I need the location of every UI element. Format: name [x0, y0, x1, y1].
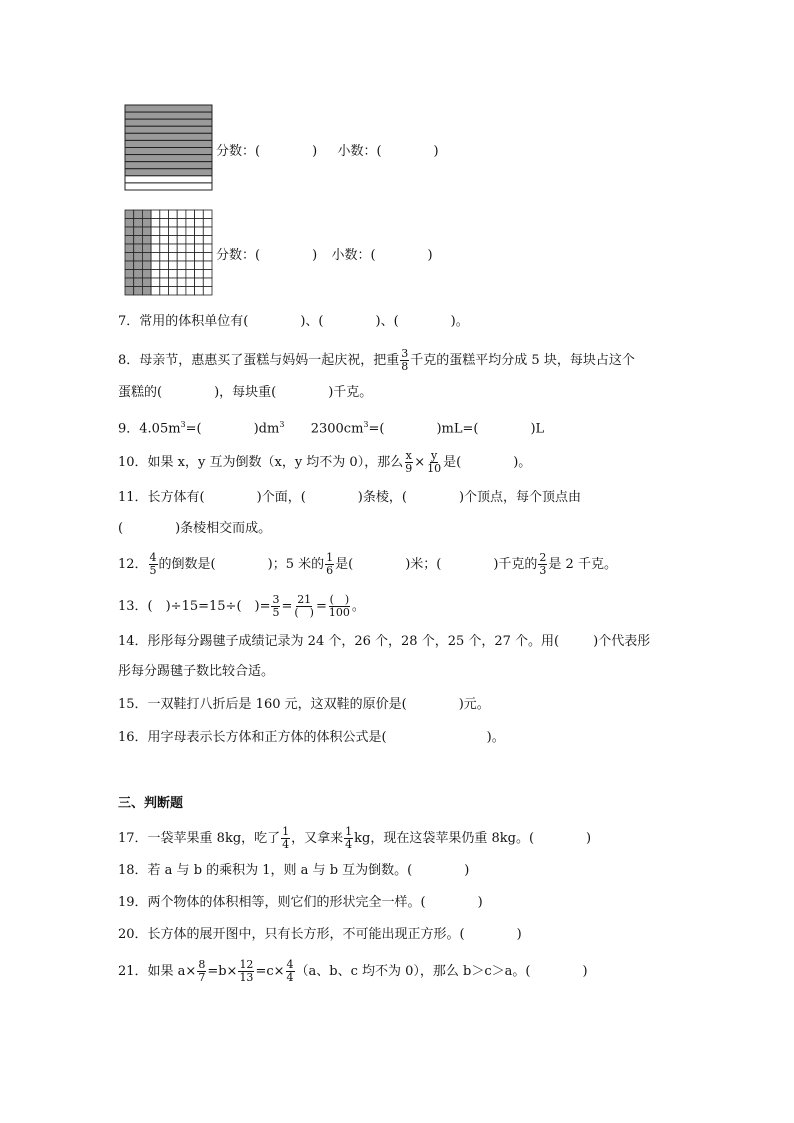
empty-cell: [151, 261, 160, 270]
empty-cell: [160, 236, 169, 245]
empty-cell: [195, 244, 204, 253]
shaded-cell: [142, 270, 151, 279]
figure2-answer: 分数：( ) 小数：( ): [216, 248, 433, 263]
empty-cell: [186, 236, 195, 245]
shaded-cell: [125, 287, 134, 296]
empty-cell: [160, 210, 169, 219]
empty-cell: [160, 287, 169, 296]
shaded-stripe: [125, 112, 212, 119]
shaded-cell: [134, 236, 143, 245]
empty-cell: [160, 278, 169, 287]
shaded-stripe: [125, 162, 212, 169]
grid-figure: [124, 209, 213, 296]
shaded-cell: [125, 253, 134, 262]
empty-cell: [177, 253, 186, 262]
shaded-cell: [142, 253, 151, 262]
empty-stripe: [125, 183, 212, 190]
empty-cell: [169, 219, 178, 228]
shaded-stripe: [125, 119, 212, 126]
shaded-cell: [125, 227, 134, 236]
shaded-stripe: [125, 155, 212, 162]
empty-cell: [169, 287, 178, 296]
question-10: 10．如果 x，y 互为倒数（x，y 均不为 0），那么 $\frac{x}{9}$ × $\frac{y}{10}$ 是( )。: [118, 449, 532, 475]
empty-cell: [203, 278, 212, 287]
empty-cell: [169, 210, 178, 219]
empty-cell: [195, 278, 204, 287]
empty-cell: [186, 244, 195, 253]
empty-cell: [160, 270, 169, 279]
question-12: 12． $\frac{4}{5}$ 的倒数是( )；5 米的 $\frac{1}{6}$ 是( )米；( )千克的 $\frac{2}{3}$ 是 2 千克。: [118, 551, 617, 577]
empty-cell: [203, 261, 212, 270]
question-9: 9．$4.05m^3=$( )$dm^3$ $2300cm^3=$( )mL=( )L: [118, 420, 545, 437]
shaded-cell: [134, 278, 143, 287]
empty-cell: [169, 227, 178, 236]
empty-cell: [160, 253, 169, 262]
empty-cell: [195, 287, 204, 296]
shaded-stripe: [125, 105, 212, 112]
empty-cell: [195, 219, 204, 228]
question-18: 18．若 a 与 b 的乘积为 1，则 a 与 b 互为倒数。( ): [118, 863, 470, 878]
empty-cell: [203, 244, 212, 253]
question-8: 8．母亲节，惠惠买了蛋糕与妈妈一起庆祝，把重 $\frac{3}{8}$ 千克的蛋糕平均分成 5 块，每块占这个: [118, 347, 635, 373]
shaded-cell: [125, 270, 134, 279]
question-14: 14．彤彤每分踢毽子成绩记录为 24 个，26 个，28 个，25 个，27 个。用( )个代表彤: [118, 634, 651, 649]
shaded-cell: [142, 278, 151, 287]
shaded-cell: [125, 261, 134, 270]
question-17: 17．一袋苹果重 8kg，吃了 $\frac{1}{4}$ ，又拿来 $\frac{1}{4}$ kg，现在这袋苹果仍重 8kg。( ): [118, 825, 592, 851]
shaded-cell: [142, 227, 151, 236]
shaded-cell: [134, 227, 143, 236]
empty-cell: [169, 244, 178, 253]
empty-cell: [203, 253, 212, 262]
empty-cell: [151, 253, 160, 262]
empty-cell: [186, 270, 195, 279]
empty-cell: [151, 219, 160, 228]
empty-cell: [203, 227, 212, 236]
empty-cell: [151, 287, 160, 296]
empty-cell: [186, 287, 195, 296]
empty-cell: [195, 210, 204, 219]
empty-cell: [203, 287, 212, 296]
empty-cell: [169, 261, 178, 270]
shaded-cell: [125, 244, 134, 253]
empty-cell: [177, 270, 186, 279]
question-15: 15．一双鞋打八折后是 160 元，这双鞋的原价是( )元。: [118, 697, 490, 712]
shaded-cell: [134, 253, 143, 262]
empty-cell: [186, 227, 195, 236]
shaded-stripe: [125, 148, 212, 155]
shaded-stripe: [125, 133, 212, 140]
empty-cell: [160, 244, 169, 253]
question-11-cont: ( )条棱相交而成。: [118, 521, 272, 536]
shaded-cell: [142, 244, 151, 253]
empty-cell: [195, 227, 204, 236]
empty-cell: [203, 270, 212, 279]
empty-cell: [169, 253, 178, 262]
empty-cell: [151, 236, 160, 245]
question-8-cont: 蛋糕的( )，每块重( )千克。: [118, 385, 373, 400]
empty-cell: [151, 227, 160, 236]
shaded-cell: [134, 270, 143, 279]
empty-cell: [160, 261, 169, 270]
empty-cell: [160, 219, 169, 228]
empty-cell: [195, 270, 204, 279]
shaded-cell: [134, 219, 143, 228]
shaded-cell: [125, 278, 134, 287]
question-11: 11．长方体有( )个面，( )条棱，( )个顶点，每个顶点由: [118, 490, 582, 505]
empty-cell: [186, 278, 195, 287]
shaded-cell: [142, 210, 151, 219]
question-19: 19．两个物体的体积相等，则它们的形状完全一样。( ): [118, 895, 483, 910]
shaded-cell: [125, 219, 134, 228]
empty-cell: [151, 210, 160, 219]
question-13: 13．( )÷15=15÷( )= $\frac{3}{5}$ = $\frac{21}{( )}$ = $\frac{( )}{100}$ 。: [118, 593, 365, 619]
empty-cell: [195, 236, 204, 245]
shaded-stripe: [125, 140, 212, 147]
shaded-cell: [142, 261, 151, 270]
empty-cell: [186, 261, 195, 270]
question-14-cont: 彤每分踢毽子数比较合适。: [118, 664, 275, 679]
shaded-cell: [134, 244, 143, 253]
shaded-cell: [142, 287, 151, 296]
empty-stripe: [125, 176, 212, 183]
empty-cell: [151, 244, 160, 253]
empty-cell: [177, 219, 186, 228]
empty-cell: [186, 253, 195, 262]
empty-cell: [169, 236, 178, 245]
shaded-cell: [134, 210, 143, 219]
shaded-cell: [125, 210, 134, 219]
empty-cell: [203, 219, 212, 228]
stripes-figure: [124, 104, 213, 191]
question-16: 16．用字母表示长方体和正方体的体积公式是( )。: [118, 730, 505, 745]
empty-cell: [177, 244, 186, 253]
empty-cell: [177, 210, 186, 219]
figure1-answer: 分数：( ) 小数：( ): [216, 144, 439, 159]
empty-cell: [169, 270, 178, 279]
empty-cell: [186, 219, 195, 228]
question-21: 21．如果 a× $\frac{8}{7}$ =b× $\frac{12}{13}$ =c× $\frac{4}{4}$ （a、b、c 均不为 0），那么 b＞c＞a。( ): [118, 958, 588, 984]
empty-cell: [203, 210, 212, 219]
empty-cell: [177, 287, 186, 296]
empty-cell: [177, 227, 186, 236]
empty-cell: [169, 278, 178, 287]
shaded-cell: [142, 219, 151, 228]
question-7: 7．常用的体积单位有( )、( )、( )。: [118, 314, 469, 329]
shaded-cell: [134, 287, 143, 296]
section-title: 三、判断题: [118, 796, 184, 811]
empty-cell: [160, 227, 169, 236]
shaded-cell: [134, 261, 143, 270]
empty-cell: [177, 261, 186, 270]
empty-cell: [151, 270, 160, 279]
question-20: 20．长方体的展开图中，只有长方形，不可能出现正方形。( ): [118, 927, 522, 942]
empty-cell: [195, 253, 204, 262]
empty-cell: [203, 236, 212, 245]
shaded-stripe: [125, 126, 212, 133]
shaded-cell: [125, 236, 134, 245]
empty-cell: [177, 236, 186, 245]
shaded-stripe: [125, 169, 212, 176]
empty-cell: [195, 261, 204, 270]
empty-cell: [151, 278, 160, 287]
empty-cell: [177, 278, 186, 287]
shaded-cell: [142, 236, 151, 245]
empty-cell: [186, 210, 195, 219]
